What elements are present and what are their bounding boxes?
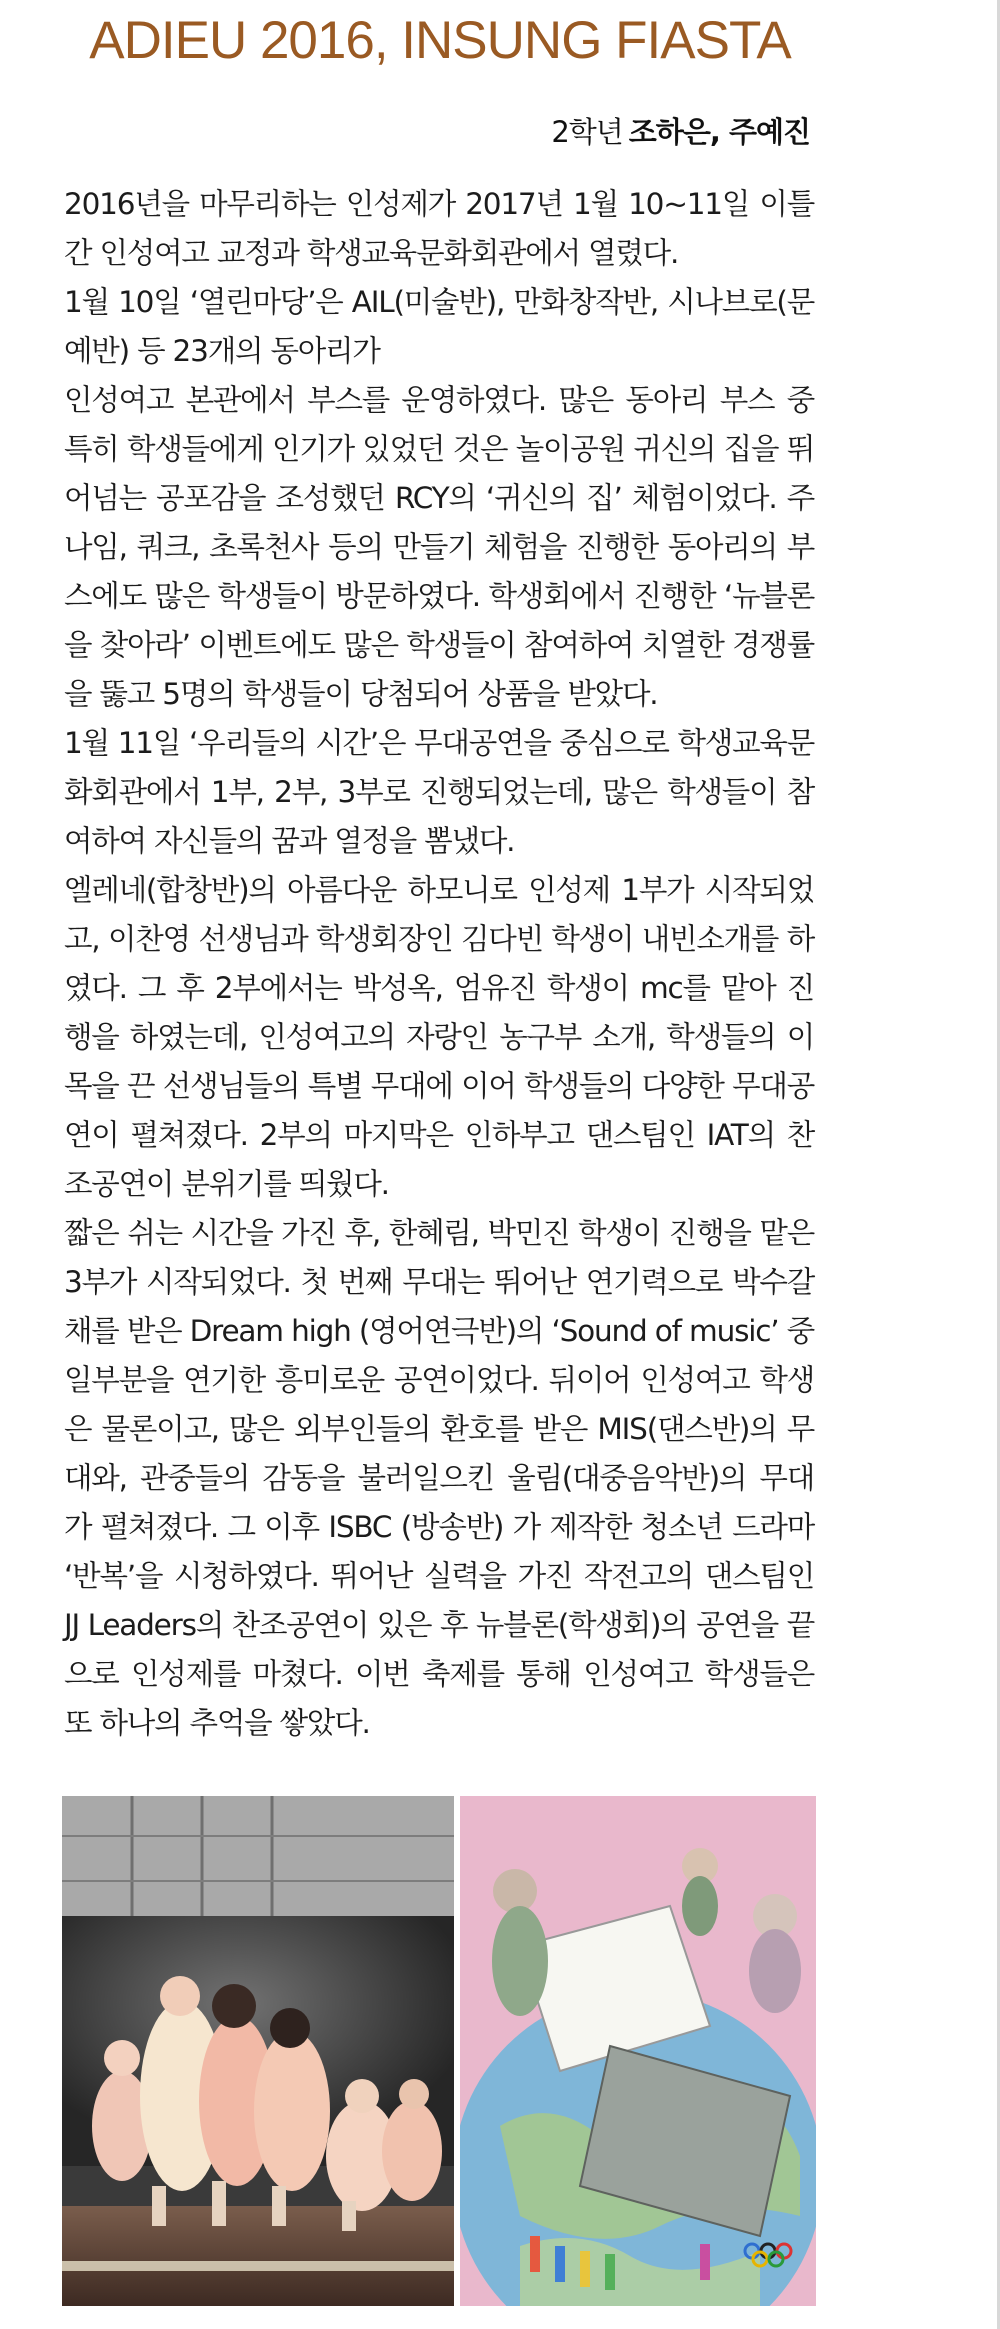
byline: [551, 110, 810, 151]
article-body: [64, 180, 814, 1748]
stage-performance-photo: [62, 1796, 454, 2306]
article-paragraph: 인성여고 본관에서 부스를 운영하였다. 많은 동아리 부스 중 특히 학생들에게 인기가 있었던 것은 놀이공원 귀신의 집을 뛰어넘는 공포감을 조성했던 RCY의 ‘귀신의 집’ 체험이었다. 주나임, 쿼크, 초록천사 등의 만들기 체험을 진행한 동아리의 부스에도 많은 학생들이 방문하였다. 학생회에서 진행한 ‘뉴블론을 찾아라’ 이벤트에도 많은 학생들이 참여하여 치열한 경쟁률을 뚫고 5명의 학생들이 당첨되어 상품을 받았다.: [64, 383, 814, 711]
article-paragraph: 1월 10일 ‘열린마당’은 AIL(미술반), 만화창작반, 시나브로(문예반) 등 23개의 동아리가: [64, 285, 814, 368]
article-paragraph: 엘레네(합창반)의 아름다운 하모니로 인성제 1부가 시작되었고, 이찬영 선생님과 학생회장인 김다빈 학생이 내빈소개를 하였다. 그 후 2부에서는 박성옥, 엄유진 학생이 mc를 맡아 진행을 하였는데, 인성여고의 자랑인 농구부 소개, 학생들의 이목을 끈 선생님들의 특별 무대에 이어 학생들의 다양한 무대공연이 펼쳐졌다. 2부의 마지막은 인하부고 댄스팀인 IAT의 찬조공연이 분위기를 띄웠다.: [64, 873, 814, 1201]
article-paragraph: 2016년을 마무리하는 인성제가 2017년 1월 10~11일 이틀간 인성여고 교정과 학생교육문화회관에서 열렸다.: [64, 187, 814, 270]
article-paragraph: 1월 11일 ‘우리들의 시간’은 무대공연을 중심으로 학생교육문화회관에서 1부, 2부, 3부로 진행되었는데, 많은 학생들이 참여하여 자신들의 꿈과 열정을 뽐냈다.: [64, 726, 814, 858]
festival-poster-illustration: [460, 1796, 816, 2306]
article-title: ADIEU 2016, INSUNG FIASTA: [89, 11, 791, 70]
festival-poster-photo: [460, 1796, 816, 2306]
byline-authors: 조하은, 주예진: [628, 115, 810, 149]
article-paragraph: 짧은 쉬는 시간을 가진 후, 한혜림, 박민진 학생이 진행을 맡은 3부가 시작되었다. 첫 번째 무대는 뛰어난 연기력으로 박수갈채를 받은 Dream high (영어연극반)의 ‘Sound of music’ 중 일부분을 연기한 흥미로운 공연이었다. 뒤이어 인성여고 학생은 물론이고, 많은 외부인들의 환호를 받은 MIS(댄스반)의 무대와, 관중들의 감동을 불러일으킨 울림(대중음악반)의 무대가 펼쳐졌다. 그 이후 ISBC (방송반) 가 제작한 청소년 드라마 ‘반복’을 시청하였다. 뛰어난 실력을 가진 작전고의 댄스팀인 JJ Leaders의 찬조공연이 있은 후 뉴블론(학생회)의 공연을 끝으로 인성제를 마쳤다. 이번 축제를 통해 인성여고 학생들은 또 하나의 추억을 쌓았다.: [64, 1216, 814, 1740]
byline-grade: 2학년: [551, 115, 623, 149]
stage-performance-illustration: [62, 1796, 454, 2306]
